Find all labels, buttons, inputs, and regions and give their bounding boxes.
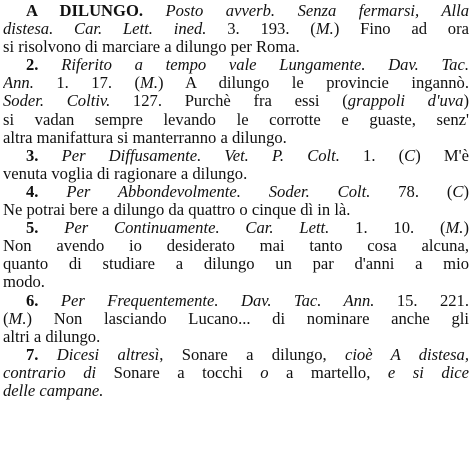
text-segment: ) bbox=[463, 182, 469, 201]
text-segment: 1. 17. ( bbox=[33, 74, 141, 93]
dictionary-entry bbox=[3, 147, 469, 183]
dictionary-entry bbox=[3, 346, 469, 400]
entry-line bbox=[3, 129, 469, 147]
entry-headword: 7. bbox=[26, 345, 39, 364]
text-segment: 1. ( bbox=[339, 146, 405, 165]
text-segment bbox=[38, 56, 61, 74]
italic-text: Per Abbondevolmente. Soder. Colt. bbox=[66, 182, 371, 201]
text-segment: si vadan sempre levando le corrotte e guaste, senz' bbox=[3, 110, 469, 129]
text-segment: 3. 193. ( bbox=[206, 20, 316, 39]
italic-text: M. bbox=[315, 20, 334, 39]
text-segment: a martello, bbox=[268, 363, 388, 382]
dictionary-entry bbox=[3, 183, 469, 219]
text-segment: ) Non lasciando Lucano... di nominare anche gli bbox=[26, 309, 469, 328]
entry-headword: 3. bbox=[26, 146, 39, 165]
text-segment: 78. ( bbox=[370, 182, 453, 201]
text-segment: venuta voglia di ragionare a dilungo. bbox=[3, 163, 248, 183]
entry-line bbox=[3, 201, 469, 219]
text-segment: ( bbox=[3, 309, 9, 328]
entry-line bbox=[3, 56, 469, 74]
italic-text: M. bbox=[140, 74, 159, 93]
italic-text: Posto avverb. Senza fermarsi, Alla bbox=[165, 2, 469, 20]
text-segment: quanto di studiare a dilungo un par d'anni a mio bbox=[3, 255, 469, 274]
italic-text: grappoli d'uva bbox=[347, 92, 464, 111]
italic-text: distesa. Car. Lett. ined. bbox=[3, 20, 207, 39]
text-segment: altri a dilungo. bbox=[3, 326, 101, 346]
text-segment bbox=[38, 147, 61, 165]
italic-text: contrario di bbox=[3, 363, 97, 382]
entry-line bbox=[3, 147, 469, 165]
text-segment: ) Fino ad ora bbox=[333, 20, 469, 39]
entry-headword: 4. bbox=[26, 182, 39, 201]
text-segment bbox=[143, 2, 166, 20]
entry-line bbox=[3, 38, 469, 56]
italic-text: Ann. bbox=[3, 74, 34, 93]
entry-headword: 2. bbox=[26, 56, 39, 75]
entry-headword: 6. bbox=[26, 291, 39, 310]
italic-text: Soder. Coltiv. bbox=[3, 92, 111, 111]
entry-headword: 5. bbox=[26, 219, 39, 238]
italic-text: o bbox=[260, 363, 269, 382]
entry-line bbox=[3, 364, 469, 382]
italic-text: Per Diffusamente. Vet. P. Colt. bbox=[61, 146, 340, 165]
text-segment bbox=[38, 219, 64, 237]
italic-text: e si dice bbox=[387, 363, 469, 382]
text-segment: si risolvono di marciare a dilungo per Roma. bbox=[3, 37, 300, 57]
entry-line bbox=[3, 382, 469, 400]
entry-line bbox=[3, 346, 469, 364]
italic-text: cioè A distesa, bbox=[344, 345, 469, 364]
text-segment bbox=[38, 346, 56, 364]
text-segment: Ne potrai bere a dilungo da quattro o cinque dì in là. bbox=[3, 200, 351, 220]
italic-text: M. bbox=[8, 309, 27, 328]
dictionary-entry bbox=[3, 2, 469, 56]
entry-line bbox=[3, 20, 469, 38]
text-segment: ) bbox=[463, 92, 469, 111]
entry-line bbox=[3, 74, 469, 92]
text-segment bbox=[38, 292, 60, 310]
entry-line bbox=[3, 2, 469, 20]
entry-line bbox=[3, 165, 469, 183]
entry-line bbox=[3, 237, 469, 255]
italic-text: M. bbox=[445, 219, 464, 238]
entry-line bbox=[3, 219, 469, 237]
entry-line bbox=[3, 255, 469, 273]
text-segment: ) M'è bbox=[415, 146, 469, 165]
entry-line bbox=[3, 92, 469, 110]
entry-line bbox=[3, 328, 469, 346]
italic-text: C bbox=[452, 182, 464, 201]
text-segment: altra manifattura si manterranno a dilungo. bbox=[3, 127, 287, 147]
text-segment: ) A dilungo le provincie ingannò. bbox=[158, 74, 469, 93]
text-segment: Sonare a tocchi bbox=[96, 363, 261, 382]
italic-text: C bbox=[404, 146, 416, 165]
entry-headword: A DILUNGO. bbox=[26, 2, 143, 20]
dictionary-entry bbox=[3, 219, 469, 291]
entry-line bbox=[3, 310, 469, 328]
italic-text: delle campane. bbox=[3, 380, 104, 400]
italic-text: Per Frequentemente. Dav. Tac. Ann. bbox=[60, 291, 375, 310]
entry-line bbox=[3, 292, 469, 310]
entry-line bbox=[3, 273, 469, 291]
dictionary-entry bbox=[3, 292, 469, 346]
italic-text: Dicesi altresì bbox=[56, 345, 160, 364]
italic-text: Per Continuamente. Car. Lett. bbox=[64, 219, 330, 238]
text-segment: modo. bbox=[3, 272, 45, 292]
text-segment bbox=[38, 183, 66, 201]
text-segment: 15. 221. bbox=[374, 291, 469, 310]
text-segment: Non avendo io desiderato mai tanto cosa alcuna, bbox=[3, 237, 469, 256]
dictionary-entry bbox=[3, 56, 469, 146]
entry-line bbox=[3, 111, 469, 129]
italic-text: Riferito a tempo vale Lungamente. Dav. Tac. bbox=[61, 56, 469, 75]
text-segment: , Sonare a dilungo, bbox=[159, 345, 345, 364]
text-segment: 1. 10. ( bbox=[329, 219, 446, 238]
text-segment: ) bbox=[463, 219, 469, 238]
text-segment: 127. Purchè fra essi ( bbox=[110, 92, 348, 111]
entry-line bbox=[3, 183, 469, 201]
